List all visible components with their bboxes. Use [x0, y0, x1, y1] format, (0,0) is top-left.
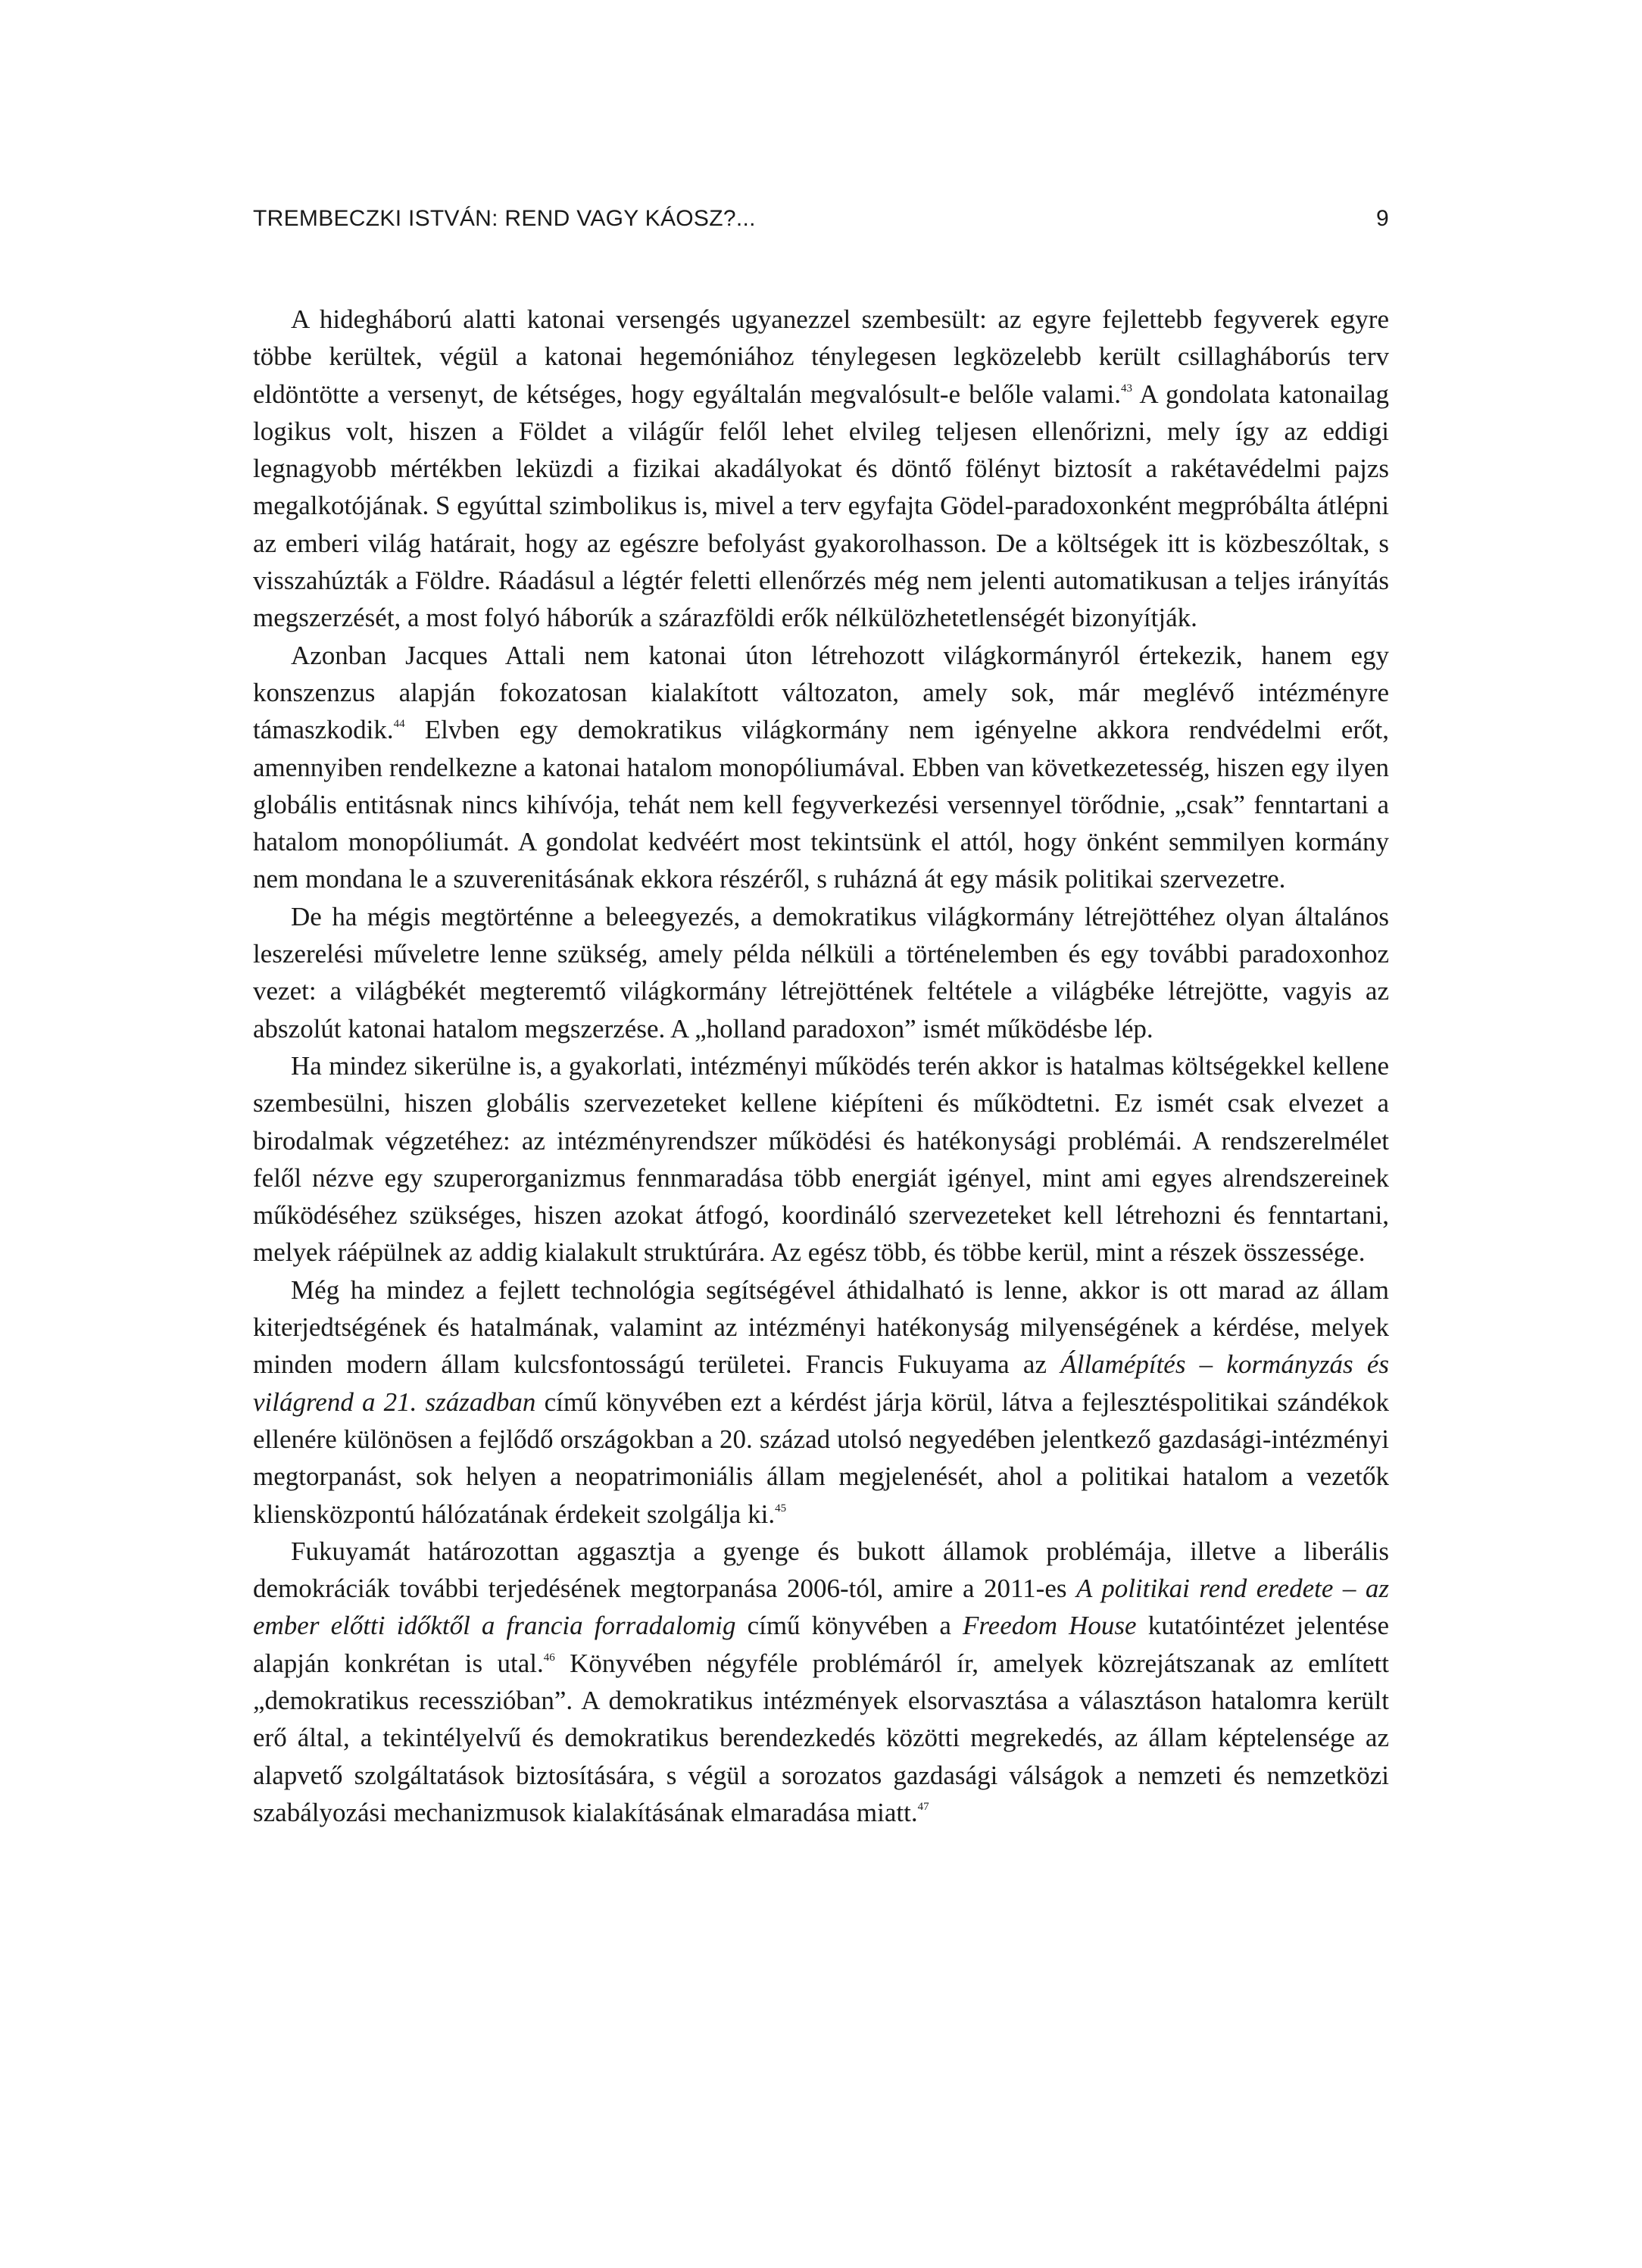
text-run: kutatóintézet jelentése alapján konkrétan is utal.	[253, 1611, 1389, 1678]
italic-title: A politikai rend eredete – az ember előtti időktől a francia forradalomig	[253, 1574, 1389, 1641]
text-run: Ha mindez sikerülne is, a gyakorlati, intézményi működés terén akkor is hatalmas költségekkel kellene szembesülni, hiszen globális szervezeteket kellene kiépíteni és működtetni. Ez ismét csak elvezet a birodalmak végzetéhez: az intézményrendszer működési és hatékonysági problémái. A rendszerelmélet felől nézve egy szuperorganizmus fennmaradása több energiát igényel, mint ami egyes alrendszereinek működéséhez szükséges, hiszen azokat átfogó, koordináló szervezeteket kell létrehozni és fenntartani, melyek ráépülnek az addig kialakult struktúrára. Az egész több, és többe kerül, mint a részek összessége.	[253, 1050, 1389, 1268]
text-run: Azonban Jacques Attali nem katonai úton létrehozott világkormányról értekezik, hanem egy konszenzus alapján fokozatosan kialakított változaton, amely sok, már meglévő intézményre támaszkodik.	[253, 640, 1389, 745]
body-text	[253, 301, 1389, 1831]
running-title: TREMBECZKI ISTVÁN: REND VAGY KÁOSZ?...	[253, 206, 756, 231]
footnote-marker: 44	[393, 718, 405, 731]
footnote-marker: 43	[1121, 382, 1133, 395]
paragraph	[253, 898, 1389, 1047]
text-run: Elvben egy demokratikus világkormány nem igényelne akkora rendvédelmi erőt, amennyiben rendelkezne a katonai hatalom monopóliumával. Ebben van következetesség, hiszen egy ilyen globális entitásnak nincs kihívója, tehát nem kell fegyverkezési versennyel törődnie, „csak” fenntartani a hatalom monopóliumát. A gondolat kedvéért most tekintsünk el attól, hogy önként semmilyen kormány nem mondana le a szuverenitásának ekkora részéről, s ruházná át egy másik politikai szervezetre.	[253, 715, 1389, 894]
footnote-marker: 46	[543, 1651, 555, 1664]
italic-title: Freedom House	[962, 1611, 1137, 1641]
text-run: című könyvében ezt a kérdést járja körül, látva a fejlesztéspolitikai szándékok ellenére különösen a fejlődő országokban a 20. század utolsó negyedében jelentkező gazdasági-intézményi megtorpanást, sok helyen a neopatrimoniális állam megjelenését, ahol a politikai hatalom a vezetők kliensközpontú hálózatának érdekeit szolgálja ki.	[253, 1387, 1389, 1529]
footnote-marker: 45	[775, 1502, 787, 1515]
text-run: Még ha mindez a fejlett technológia segítségével áthidalható is lenne, akkor is ott marad az állam kiterjedtségének és hatalmának, valamint az intézményi hatékonyság milyenségének a kérdése, melyek minden modern állam kulcsfontosságú területei. Francis Fukuyama az	[253, 1274, 1389, 1380]
italic-title: Államépítés – kormányzás és világrend a 21. században	[253, 1349, 1389, 1417]
text-run: című könyvében a	[735, 1611, 963, 1641]
text-run: Könyvében négyféle problémáról ír, amelyek közrejátszanak az említett „demokratikus recesszióban”. A demokratikus intézmények elsorvasztása a választáson hatalomra került erő által, a tekintélyelvű és demokratikus berendezkedés közötti megrekedés, az állam képtelensége az alapvető szolgáltatások biztosítására, s végül a sorozatos gazdasági válságok a nemzeti és nemzetközi szabályozási mechanizmusok kialakításának elmaradása miatt.	[253, 1648, 1389, 1827]
paragraph	[253, 1047, 1389, 1271]
footnote-marker: 47	[917, 1800, 929, 1813]
paragraph	[253, 301, 1389, 637]
paragraph	[253, 1533, 1389, 1831]
running-head	[253, 206, 1389, 236]
text-run: Fukuyamát határozottan aggasztja a gyenge és bukott államok problémája, illetve a liberális demokráciák további terjedésének megtorpanása 2006-tól, amire a 2011-es	[253, 1536, 1389, 1604]
page-number: 9	[1376, 206, 1389, 231]
paragraph	[253, 1271, 1389, 1533]
text-run: A hidegháború alatti katonai versengés ugyanezzel szembesült: az egyre fejlettebb fegyverek egyre többe kerültek, végül a katonai hegemóniához ténylegesen legközelebb került csillagháborús terv eldöntötte a versenyt, de kétséges, hogy egyáltalán megvalósult-e belőle valami.	[253, 304, 1389, 409]
paragraph	[253, 637, 1389, 898]
text-run: A gondolata katonailag logikus volt, hiszen a Földet a világűr felől lehet elvileg teljesen ellenőrizni, mely így az eddigi legnagyobb mértékben leküzdi a fizikai akadályokat és döntő fölényt biztosít a rakétavédelmi pajzs megalkotójának. S egyúttal szimbolikus is, mivel a terv egyfajta Gödel-paradoxonként megpróbálta átlépni az emberi világ határait, hogy az egészre befolyást gyakorolhasson. De a költségek itt is közbeszóltak, s visszahúzták a Földre. Ráadásul a légtér feletti ellenőrzés még nem jelenti automatikusan a teljes irányítás megszerzését, a most folyó háborúk a szárazföldi erők nélkülözhetetlenségét bizonyítják.	[253, 379, 1389, 633]
text-run: De ha mégis megtörténne a beleegyezés, a demokratikus világkormány létrejöttéhez olyan általános leszerelési műveletre lenne szükség, amely példa nélküli a történelemben és egy további paradoxonhoz vezet: a világbékét megteremtő világkormány létrejöttének feltétele a világbéke létrejötte, vagyis az abszolút katonai hatalom megszerzése. A „holland paradoxon” ismét működésbe lép.	[253, 901, 1389, 1044]
